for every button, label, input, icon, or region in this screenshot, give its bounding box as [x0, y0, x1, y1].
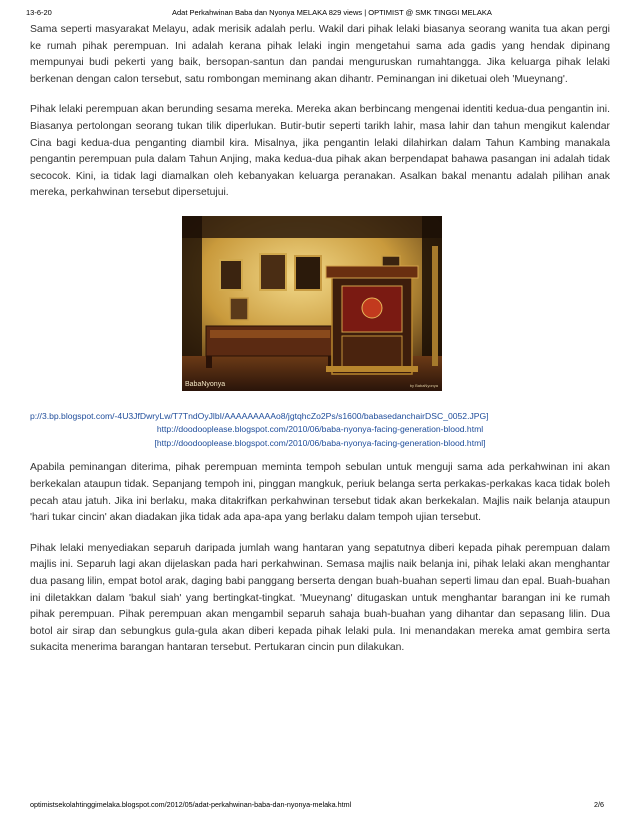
photo-watermark-left: BabaNyonya [185, 380, 226, 388]
page-number: 2/6 [594, 800, 604, 809]
paragraph-hantaran: Pihak lelaki menyediakan separuh daripada jumlah wang hantaran yang sepatutnya diberi kepada pihak perempuan dalam majlis ini. Separuh lagi akan dijelaskan pada hari perkahwinan. Semasa majlis naik belanja ini, pihak lelaki akan menghantar dua pasang lilin, empat botol arak, daging babi panggang berserta dengan buah-buahan seperti limau dan epal. Buah-buahan ini diletakkan dalam 'bakul siah' yang bertingkat-tingkat. 'Mueynang' ditugaskan untuk menghantar barangan ini ke rumah pihak perempuan. Pihak perempuan akan mengambil separuh sahaja buah-buahan yang dihantar dan sepasang lilin. Dua botol air sirap dan sebungkus gula-gula akan diberi kepada pihak lelaki pula. Ini menandakan mereka amat gembira serta sukacita menerima barangan hantaran tersebut. Pertukaran cincin pun dilakukan. [30, 542, 610, 654]
print-date: 13-6-20 [26, 8, 52, 17]
paragraph-berunding: Pihak lelaki perempuan akan berunding sesama mereka. Mereka akan berbincang mengenai identiti kedua-dua pengantin ini. Biasanya pertolongan seorang tukan tilik diperlukan. Butir-butir seperti tarikh lahir, masa lahir dan tahun mengikut kalendar Cina bagi kedua-dua penganting diambil kira. Misalnya, jika pengantin lelaki dilahirkan dalam Tahun Kambing manakala pengantin perempuan pula dalam Tahun Anjing, maka kedua-dua pihak akan berpendapat bahawa pasangan ini adalah tidak secocok. Kini, ia tidak lagi diamalkan oleh kebanyakan keluarga peranakan. Asalkan bakal menantu adalah pilihan anak mereka, perkahwinan tersebut dipersetujui. [30, 104, 610, 199]
paragraph-merisik: Sama seperti masyarakat Melayu, adak merisik adalah perlu. Wakil dari pihak lelaki biasanya seorang wanita tua akan pergi ke rumah pihak perempuan. Ini adalah kerana pihak lelaki ingin mengetahui sama ada gadis yang hendak dipinang mempunyai budi pekerti yang baik, bersopan-santun dan pandai menguruskan rumahtangga. Jika keluarga pihak lelaki berkenan dengan calon tersebut, satu rombongan meminang akan dihantr. Peminangan ini diketuai oleh 'Mueynang'. [30, 24, 610, 85]
article-body [30, 22, 610, 671]
photo-illustration [182, 216, 442, 391]
print-page-title: Adat Perkahwinan Baba dan Nyonya MELAKA 829 views | OPTIMIST @ SMK TINGGI MELAKA [172, 8, 492, 17]
source-url-link[interactable]: http://doodooplease.blogspot.com/2010/06/baba-nyonya-facing-generation-blood.html [156, 424, 484, 435]
baba-nyonya-sedan-chair-photo[interactable] [182, 216, 442, 391]
footer-url: optimistsekolahtinggimelaka.blogspot.com/2012/05/adat-perkahwinan-baba-dan-nyonya-melaka.html [30, 800, 352, 809]
photo-watermark-right: by BabaNyonya [409, 382, 438, 388]
image-source-links [30, 410, 610, 451]
figure [30, 216, 610, 392]
image-url-link[interactable]: p://3.bp.blogspot.com/-4U3JfDwryLw/T7TndOyJlbI/AAAAAAAAAo8/jgtqhcZo2Ps/s1600/babasedanchairDSC_0052.JPG] [30, 410, 489, 421]
page-footer [0, 800, 638, 814]
source-url-bracket-link[interactable]: [http://doodooplease.blogspot.com/2010/06/baba-nyonya-facing-generation-blood.html] [154, 437, 486, 448]
paragraph-ujian: Apabila peminangan diterima, pihak perempuan meminta tempoh sebulan untuk menguji sama ada perkahwinan ini akan berkekalan ataupun tidak. Sepanjang tempoh ini, pinggan mangkuk, periuk belanga serta perkakas-perkakas kaca tidak boleh pecah atau jatuh. Jika ini berlaku, maka ditakrifkan perkahwinan tersebut tidak akan berkekalan. Majlis naik belanja ataupun 'hari tukar cincin' akan diadakan jika tidak ada apa-apa yang berlaku dalam tempoh ujian tersebut. [30, 462, 610, 524]
page-header [0, 8, 638, 22]
